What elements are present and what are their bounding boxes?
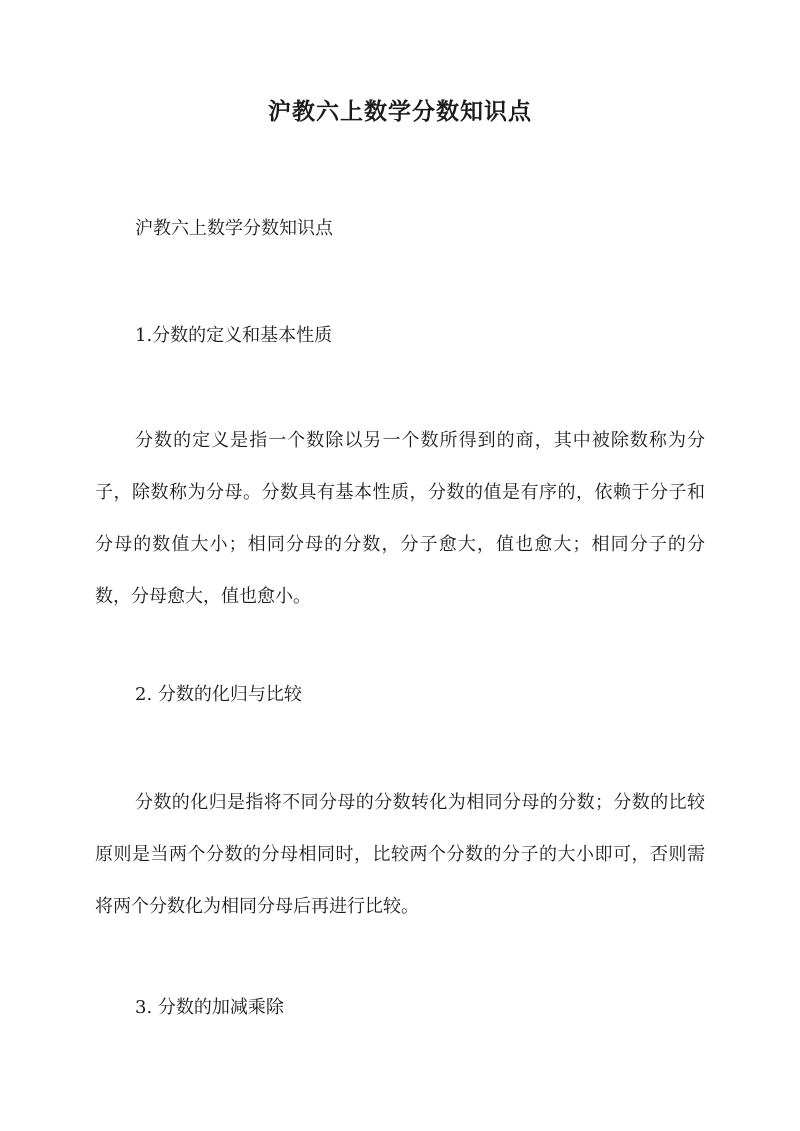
document-title: 沪教六上数学分数知识点 — [268, 98, 532, 125]
paragraph-definition: 分数的定义是指一个数除以另一个数所得到的商，其中被除数称为分子，除数称为分母。分数具有基本性质，分数的值是有序的，依赖于分子和分母的数值大小；相同分母的分数，分子愈大，值也愈大；相同分子的分数，分母愈大，值也愈小。 — [95, 430, 705, 607]
section-heading-3: 3. 分数的加减乘除 — [135, 997, 284, 1018]
subtitle-line: 沪教六上数学分数知识点 — [135, 218, 333, 239]
section-heading-1: 1.分数的定义和基本性质 — [135, 325, 333, 346]
section-heading-2: 2. 分数的化归与比较 — [135, 684, 302, 705]
paragraph-comparison: 分数的化归是指将不同分母的分数转化为相同分母的分数；分数的比较原则是当两个分数的分母相同时，比较两个分数的分子的大小即可，否则需将两个分数化为相同分母后再进行比较。 — [95, 792, 705, 917]
